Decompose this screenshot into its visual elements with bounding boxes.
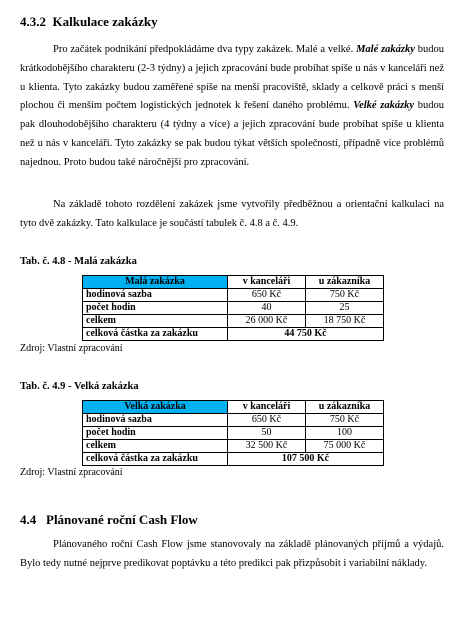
section-heading-4-4 [20,512,198,528]
total-value: 107 500 Kč [228,453,384,466]
para1-text-3: budou pak dlouhodobějšího charakteru (4 týdny a více) a jejich zpracování bude probíhat spíše u klienta než u nás v kanceláři. Tyto zakázky se pak budou týkat větších společností, případně více problémů najednou. Proto budou také náročnější pro zpracování. [20,100,444,168]
section-title: Plánované roční Cash Flow [46,512,198,527]
cell-office: 650 Kč [228,289,306,302]
table-row [83,302,384,315]
header-cell: u zákazníka [306,401,384,414]
header-cell: u zákazníka [306,276,384,289]
section-title: Kalkulace zakázky [52,14,158,29]
cell-client: 750 Kč [306,414,384,427]
table-source-large: Zdroj: Vlastní zpracování [20,467,123,478]
cell-client: 18 750 Kč [306,315,384,328]
cell-client: 750 Kč [306,289,384,302]
para2-text: Na základě tohoto rozdělení zakázek jsme vytvořily předběžnou a orientační kalkulaci na tyto dvě zakázky. Tato kalkulace je součástí tabulek č. 4.8 a č. 4.9. [20,199,444,229]
row-label: hodinová sazba [83,289,228,302]
cell-office: 50 [228,427,306,440]
para3-text: Plánovaného roční Cash Flow jsme stanovovaly na základě plánovaných příjmů a výdajů. Bylo tedy nutné nejprve predikovat poptávku a této predikci pak přizpůsobit i variabilní náklady. [20,539,444,569]
table-header-row [83,276,384,289]
table-row [83,440,384,453]
table-row [83,315,384,328]
header-cell: v kanceláři [228,401,306,414]
paragraph-calculation-intro [20,196,444,234]
paragraph-order-types [20,41,444,173]
row-label: hodinová sazba [83,414,228,427]
cell-client: 100 [306,427,384,440]
header-cell: v kanceláři [228,276,306,289]
total-label: celková částka za zakázku [83,453,228,466]
row-label: počet hodin [83,302,228,315]
header-cell: Velká zakázka [83,401,228,414]
cell-office: 32 500 Kč [228,440,306,453]
table-row [83,427,384,440]
total-label: celková částka za zakázku [83,328,228,341]
table-small-order [82,275,384,341]
table-source-small: Zdroj: Vlastní zpracování [20,343,123,354]
cell-office: 40 [228,302,306,315]
section-heading-4-3-2 [20,14,158,30]
table-header-row [83,401,384,414]
cell-client: 25 [306,302,384,315]
cell-office: 650 Kč [228,414,306,427]
table-row [83,289,384,302]
section-number: 4.3.2 [20,14,46,29]
table-total-row [83,453,384,466]
para1-text-1: Pro začátek podnikání předpokládáme dva typy zakázek. Malé a velké. [53,44,354,55]
para1-text-2: budou krátkodobějšího charakteru (2-3 týdny) a jejich zpracování bude probíhat spíše u nás v kanceláři než u klienta. Tyto zakázky budou zaměřené spíše na menší pracoviště, sklady a celkově práci s menší plochou či menším počtem logistických jednotek k řešení daného problému. [20,44,444,112]
row-label: počet hodin [83,427,228,440]
para1-emphasis-small: Malé zakázky [356,44,415,55]
row-label: celkem [83,440,228,453]
paragraph-cash-flow [20,536,444,574]
section-number: 4.4 [20,512,37,527]
table-caption-small: Tab. č. 4.8 - Malá zakázka [20,256,137,267]
cell-client: 75 000 Kč [306,440,384,453]
table-total-row [83,328,384,341]
cell-office: 26 000 Kč [228,315,306,328]
para1-emphasis-large: Velké zakázky [353,100,415,112]
table-caption-large: Tab. č. 4.9 - Velká zakázka [20,381,139,392]
row-label: celkem [83,315,228,328]
table-large-order [82,400,384,466]
table-row [83,414,384,427]
total-value: 44 750 Kč [228,328,384,341]
header-cell: Malá zakázka [83,276,228,289]
